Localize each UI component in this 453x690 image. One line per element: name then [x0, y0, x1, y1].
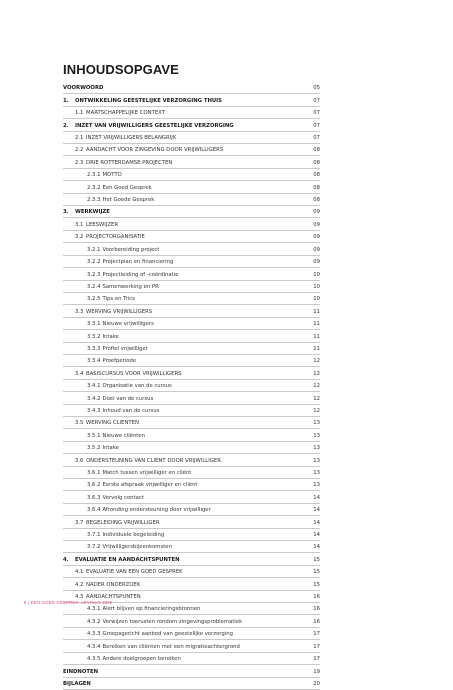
toc-entry-text: Het Goede Gesprek [102, 197, 155, 204]
toc-entry-text: EVALUATIE EN AANDACHTSPUNTEN [75, 556, 180, 563]
toc-entry-text: MOTTO [102, 172, 122, 179]
toc-entry-page: 14 [313, 544, 320, 551]
toc-entry-number: 3. [63, 209, 69, 216]
toc-entry-number: 3.3 [75, 308, 84, 315]
toc-entry-label [63, 247, 159, 254]
toc-entry-page: 17 [313, 643, 320, 650]
toc-entry-label [63, 569, 183, 576]
toc-entry-number: 3.7 [75, 519, 84, 526]
toc-entry-text: VOORWOORD [63, 85, 104, 92]
toc-entry[interactable] [63, 467, 320, 479]
toc-entry-page: 14 [313, 519, 320, 526]
toc-entry-label [63, 172, 122, 179]
toc-entry-label [63, 681, 91, 688]
toc-entry-label [63, 371, 182, 378]
toc-entry-number: 2.3.3 [87, 197, 101, 204]
toc-entry-text: Intake [102, 445, 119, 452]
toc-entry-text: DRIE ROTTERDAMSE PROJECTEN [86, 159, 173, 166]
toc-entry[interactable] [63, 429, 320, 441]
toc-entry[interactable] [63, 678, 320, 690]
toc-entry-text: ONTWIKKELING GEESTELIJKE VERZORGING THUIS [75, 97, 222, 104]
toc-entry-label [63, 123, 234, 130]
toc-entry-label [63, 222, 118, 229]
toc-entry-number: 3.3.2 [87, 333, 101, 340]
toc-entry-text: MAATSCHAPPELIJKE CONTEXT [86, 110, 165, 117]
toc-entry[interactable] [63, 615, 320, 627]
toc-entry-page: 08 [313, 172, 320, 179]
toc-entry-label [63, 259, 173, 266]
page-title: INHOUDSOPGAVE [63, 62, 179, 77]
toc-entry-text: EINDNOTEN [63, 668, 99, 675]
toc-entry-number: 4.2 [75, 581, 84, 588]
toc-entry-page: 12 [313, 395, 320, 402]
toc-entry-text: Individuele begeleiding [102, 532, 165, 539]
toc-entry[interactable] [63, 504, 320, 516]
toc-entry-text: EVALUATIE VAN EEN GOED GESPREK [86, 569, 183, 576]
toc-entry[interactable] [63, 144, 320, 156]
toc-entry-page: 07 [313, 135, 320, 142]
toc-entry[interactable] [63, 578, 320, 590]
toc-entry-label [63, 98, 222, 105]
toc-entry[interactable] [63, 380, 320, 392]
toc-entry-page: 20 [313, 680, 320, 687]
toc-entry-number: 4.3.4 [87, 643, 101, 650]
toc-entry-page: 19 [313, 668, 320, 675]
toc-entry-number: 2.2 [75, 147, 84, 154]
toc-entry-label [63, 631, 233, 638]
toc-entry-number: 3.3.3 [87, 345, 101, 352]
toc-entry-label [63, 408, 159, 415]
toc-entry-number: 3.1 [75, 221, 84, 228]
toc-entry[interactable] [63, 665, 320, 677]
toc-entry-label [63, 669, 98, 676]
toc-entry-page: 12 [313, 358, 320, 365]
toc-entry-number: 3.3.1 [87, 321, 101, 328]
toc-entry-page: 07 [313, 122, 320, 129]
toc-entry-page: 08 [313, 184, 320, 191]
toc-entry-text: Profiel vrijwilliger [102, 345, 148, 352]
toc-entry-number: 3.5.2 [87, 445, 101, 452]
toc-entry[interactable] [63, 454, 320, 466]
toc-entry-number: 2.1 [75, 135, 84, 142]
toc-entry-label [63, 346, 148, 353]
toc-entry[interactable] [63, 107, 320, 119]
toc-entry-label [63, 272, 178, 279]
toc-entry[interactable] [63, 392, 320, 404]
toc-entry-text: Nieuwe vrijwilligers [102, 321, 154, 328]
toc-entry-label [63, 482, 198, 489]
toc-entry-number: 1.1 [75, 110, 84, 117]
toc-entry[interactable] [63, 256, 320, 268]
toc-entry-number: 4.3.1 [87, 606, 101, 613]
toc-entry-page: 08 [313, 197, 320, 204]
toc-entry-text: Organisatie van de cursus [102, 383, 172, 390]
toc-entry-label [63, 420, 139, 427]
toc-entry-text: AANDACHT VOOR ZINGEVING DOOR VRIJWILLIGERS [86, 147, 224, 154]
toc-entry-page: 14 [313, 507, 320, 514]
toc-entry[interactable] [63, 318, 320, 330]
toc-entry-label [63, 433, 145, 440]
toc-entry[interactable] [63, 119, 320, 131]
toc-entry-page: 15 [313, 581, 320, 588]
toc-entry-number: 3.6 [75, 457, 84, 464]
toc-entry-number: 3.3.4 [87, 358, 101, 365]
toc-entry[interactable] [63, 343, 320, 355]
toc-entry-page: 11 [313, 321, 320, 328]
toc-entry-page: 13 [313, 482, 320, 489]
toc-entry-label [63, 147, 223, 154]
toc-entry[interactable] [63, 566, 320, 578]
toc-entry-label [63, 296, 135, 303]
toc-entry[interactable] [63, 541, 320, 553]
toc-entry-page: 14 [313, 494, 320, 501]
toc-entry-text: INZET VRIJWILLIGERS BELANGRIJK [86, 135, 177, 142]
toc-entry-label [63, 495, 144, 502]
toc-entry-text: WERKWIJZE [75, 209, 110, 216]
toc-entry-label [63, 644, 240, 651]
toc-entry-page: 10 [313, 271, 320, 278]
toc-entry-label [63, 656, 181, 663]
toc-entry[interactable] [63, 479, 320, 491]
toc-entry-number: 3.6.4 [87, 507, 101, 514]
toc-entry-page: 09 [313, 234, 320, 241]
toc-entry[interactable] [63, 628, 320, 640]
toc-entry[interactable] [63, 516, 320, 528]
toc-entry[interactable] [63, 218, 320, 230]
toc-entry-page: 09 [313, 221, 320, 228]
toc-entry-number: 3.6.1 [87, 470, 101, 476]
toc-entry-page: 16 [313, 618, 320, 625]
toc-entry-page: 14 [313, 532, 320, 539]
toc-entry[interactable] [63, 355, 320, 367]
toc-entry-text: WERVING CLIËNTEN [86, 420, 139, 427]
toc-entry-number: 4.3.2 [87, 618, 101, 625]
toc-entry-label [63, 582, 140, 589]
toc-entry-label [63, 85, 103, 92]
toc-entry-label [63, 445, 119, 452]
toc-entry-page: 17 [313, 631, 320, 638]
toc-entry-number: 3.5.1 [87, 432, 101, 439]
toc-entry[interactable] [63, 293, 320, 305]
toc-entry-text: Groepsgericht aanbod van geestelijke verzorging [102, 631, 233, 638]
toc-entry-page: 12 [313, 370, 320, 377]
toc-entry-number: 3.4.2 [87, 395, 101, 402]
toc-entry-page: 17 [313, 656, 320, 663]
toc-entry-label [63, 619, 242, 626]
toc-entry-text: BIJLAGEN [63, 680, 91, 687]
toc-entry-number: 3.4.1 [87, 383, 101, 390]
toc-entry-number: 3.2.5 [87, 296, 101, 303]
toc-entry-text: BASISCURSUS VOOR VRIJWILLIGERS [86, 370, 182, 377]
toc-entry-text: ONDERSTEUNING VAN CLIËNT DOOR VRIJWILLIGER [86, 457, 221, 464]
toc-entry-page: 08 [313, 147, 320, 154]
toc-entry-label [63, 532, 164, 539]
toc-entry[interactable] [63, 640, 320, 652]
toc-entry-text: Vrijwilligersbijeenkomsten [102, 544, 172, 551]
toc-entry-label [63, 197, 154, 204]
toc-entry-text: Voorbereiding project [102, 246, 160, 253]
toc-entry-label [63, 234, 145, 241]
toc-entry-page: 13 [313, 420, 320, 427]
toc-entry-number: 1. [63, 97, 69, 104]
toc-entry-text: Vervolg contact [102, 494, 144, 501]
page-footer: 6 | EEN GOED GESPREK: LEVINAS 2020 [24, 600, 113, 605]
toc-entry-label [63, 383, 172, 390]
toc-entry-number: 2.3 [75, 159, 84, 166]
toc-entry[interactable] [63, 132, 320, 144]
toc-entry-label [63, 334, 119, 341]
toc-entry[interactable] [63, 417, 320, 429]
toc-entry-page: 11 [313, 308, 320, 315]
toc-entry[interactable] [63, 231, 320, 243]
toc-entry-label [63, 557, 180, 564]
toc-entry-page: 11 [313, 345, 320, 352]
toc-entry-number: 3.2.1 [87, 246, 101, 253]
toc-entry-label [63, 309, 152, 316]
toc-entry-page: 07 [313, 97, 320, 104]
toc-entry[interactable] [63, 94, 320, 106]
toc-entry[interactable] [63, 169, 320, 181]
toc-entry-text: Afronding ondersteuning door vrijwilliger [102, 507, 211, 514]
toc-entry-text: Tips en Trics [102, 296, 135, 303]
toc-entry-page: 13 [313, 432, 320, 439]
toc-entry-number: 4.3.3 [87, 631, 101, 638]
toc-entry-number: 3.2.3 [87, 271, 101, 278]
toc-entry-label [63, 520, 160, 527]
toc-entry-label [63, 396, 153, 403]
toc-entry-number: 3.4 [75, 370, 84, 377]
toc-entry-text: Inhoud van de cursus [102, 407, 160, 414]
toc-entry-text: LEESWIJZER [86, 221, 119, 228]
toc-entry-number: 3.6.2 [87, 482, 101, 489]
toc-entry-page: 05 [313, 85, 320, 92]
toc-entry-label [63, 358, 136, 365]
toc-entry-text: NADER ONDERZOEK [86, 581, 141, 588]
toc-entry-page: 07 [313, 110, 320, 117]
toc-entry-label [63, 135, 176, 142]
toc-entry[interactable] [63, 330, 320, 342]
toc-entry-text: Andere doelgroepen bereiken [102, 656, 181, 663]
toc-entry-number: 3.2.2 [87, 259, 101, 266]
toc-entry[interactable] [63, 491, 320, 503]
toc-entry[interactable] [63, 653, 320, 665]
toc-entry-label [63, 470, 191, 477]
toc-entry[interactable] [63, 268, 320, 280]
toc-entry-page: 16 [313, 594, 320, 601]
toc-entry-page: 09 [313, 209, 320, 216]
toc-entry-text: Verwijzen toerusten rondom zingevingsproblematiek [102, 618, 243, 625]
toc-entry-page: 12 [313, 407, 320, 414]
toc-entry-number: 4.1 [75, 569, 84, 576]
toc-entry-label [63, 284, 159, 291]
toc-entry[interactable] [63, 82, 320, 94]
toc-entry-page: 10 [313, 296, 320, 303]
toc-entry-text: Projectleiding of -coördinatie [102, 271, 179, 278]
toc-entry-page: 09 [313, 259, 320, 266]
toc-entry-page: 12 [313, 383, 320, 390]
toc-entry-text: Projectplan en financiering [102, 259, 174, 266]
toc-entry-number: 2.3.2 [87, 184, 101, 191]
toc-entry-number: 3.2 [75, 234, 84, 241]
toc-entry-text: BEGELEIDING VRIJWILLIGER [86, 519, 160, 526]
toc-entry[interactable] [63, 194, 320, 206]
toc-entry-page: 11 [313, 333, 320, 340]
toc-entry-label [63, 544, 172, 551]
toc-entry-label [63, 606, 200, 613]
toc-entry-number: 3.7.1 [87, 532, 101, 539]
toc-entry-text: WERVING VRIJWILLIGERS [86, 308, 153, 315]
toc-entry-number: 3.4.3 [87, 407, 101, 414]
toc-entry-text: Nieuwe cliënten [102, 432, 145, 439]
toc-entry[interactable] [63, 181, 320, 193]
toc-entry-page: 16 [313, 606, 320, 613]
toc-entry-text: AANDACHTSPUNTEN [86, 594, 141, 601]
toc-entry-text: Doel van de cursus [102, 395, 154, 402]
toc-entry-number: 4.3 [75, 594, 84, 601]
toc-entry[interactable] [63, 367, 320, 379]
toc-entry-number: 2.3.1 [87, 172, 101, 179]
toc-entry-page: 15 [313, 556, 320, 563]
toc-entry-text: Proefperiode [102, 358, 137, 365]
table-of-contents [63, 82, 320, 690]
toc-entry[interactable] [63, 243, 320, 255]
toc-entry-page: 09 [313, 246, 320, 253]
toc-entry[interactable] [63, 305, 320, 317]
toc-entry-page: 13 [313, 470, 320, 476]
toc-entry[interactable] [63, 206, 320, 218]
toc-entry-label [63, 321, 154, 328]
toc-entry[interactable] [63, 529, 320, 541]
toc-entry-page: 15 [313, 569, 320, 576]
toc-entry-label [63, 185, 152, 192]
toc-entry[interactable] [63, 281, 320, 293]
toc-entry-page: 13 [313, 445, 320, 452]
toc-entry-text: Intake [102, 333, 119, 340]
toc-entry-label [63, 507, 211, 514]
toc-entry-text: Een Goed Gesprek [102, 184, 152, 191]
toc-entry-text: Eerste afspraak vrijwilliger en cliënt [102, 482, 198, 489]
toc-entry-text: INZET VAN VRIJWILLIGERS GEESTELIJKE VERZORGING [75, 122, 234, 129]
toc-entry-number: 3.7.2 [87, 544, 101, 551]
toc-entry[interactable] [63, 405, 320, 417]
toc-entry-text: PROJECTORGANISATIE [86, 234, 145, 241]
toc-entry-number: 4.3.5 [87, 656, 101, 663]
toc-entry-label [63, 160, 172, 167]
toc-entry-label [63, 209, 110, 216]
toc-entry-label [63, 458, 221, 465]
toc-entry-text: Bereiken van cliënten met een migratieachtergrond [102, 643, 240, 650]
toc-entry[interactable] [63, 442, 320, 454]
toc-entry-number: 2. [63, 122, 69, 129]
toc-entry-text: Match tussen vrijwilliger en cliënt [102, 470, 192, 476]
toc-entry-number: 3.2.4 [87, 283, 101, 290]
toc-entry-page: 13 [313, 457, 320, 464]
toc-entry-page: 08 [313, 159, 320, 166]
toc-entry[interactable] [63, 553, 320, 565]
toc-entry-text: Alert blijven op financieringsbronnen [102, 606, 201, 613]
toc-entry-number: 3.5 [75, 420, 84, 427]
toc-entry-text: Samenwerking en PR [102, 283, 159, 290]
toc-entry-number: 3.6.3 [87, 494, 101, 501]
toc-entry-page: 10 [313, 283, 320, 290]
toc-entry-label [63, 110, 165, 117]
toc-entry-number: 4. [63, 556, 69, 563]
toc-entry[interactable] [63, 156, 320, 168]
